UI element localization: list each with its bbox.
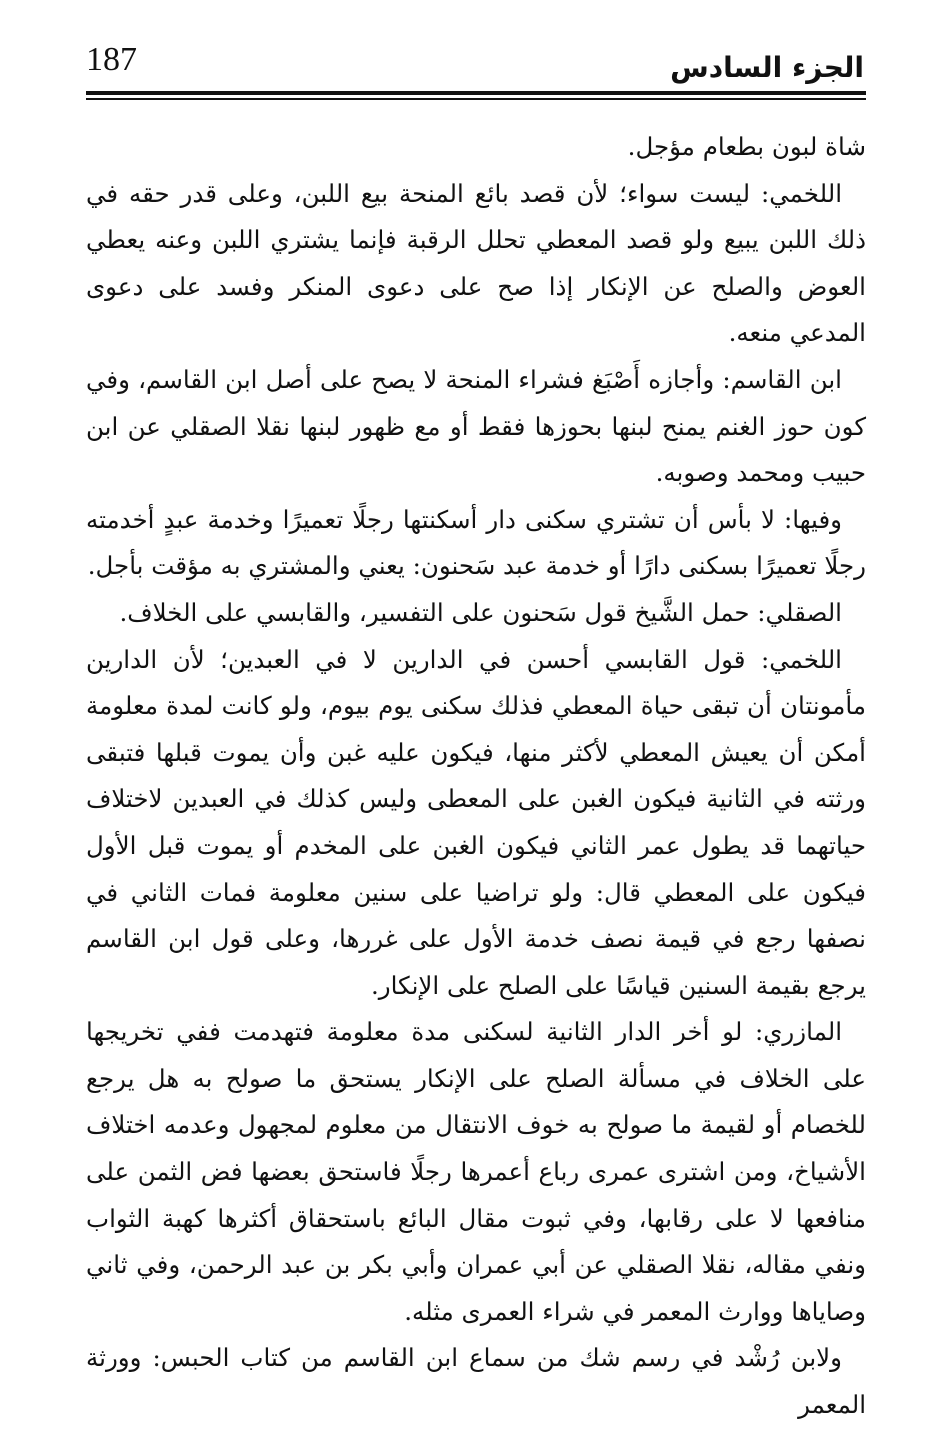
page-number: 187 [86, 41, 137, 78]
body-text [86, 124, 866, 1429]
paragraph: شاة لبون بطعام مؤجل. [627, 132, 866, 161]
header-rule-thick [86, 91, 866, 95]
paragraph: اللخمي: ليست سواء؛ لأن قصد بائع المنحة بيع اللبن، وعلى قدر حقه في ذلك اللبن يبيع ولو قصد المعطي تحلل الرقبة فإنما يشتري اللبن وعنه يعطي العوض والصلح عن الإنكار إذا صح على دعوى المنكر وفسد على دعوى المدعي منعه. [86, 178, 866, 348]
paragraph: ابن القاسم: وأجازه أَصْبَغ فشراء المنحة لا يصح على أصل ابن القاسم، وفي كون حوز الغنم يمنح لبنها بحوزها فقط أو مع ظهور لبنها نقلا الصقلي عن ابن حبيب ومحمد وصوبه. [86, 364, 866, 488]
running-title: الجزء السادس [670, 51, 864, 84]
paragraph: اللخمي: قول القابسي أحسن في الدارين لا في العبدين؛ لأن الدارين مأمونتان أن تبقى حياة المعطي فذلك سكنى يوم بيوم، ولو كانت لمدة معلومة أمكن أن يعيش المعطي لأكثر منها، فيكون عليه غبن وأن يموت قبلها فتبقى ورثته في الثانية فيكون الغبن على المعطى وليس كذلك في العبدين لاختلاف حياتهما قد يطول عمر الثاني فيكون الغبن على المخدم أو يموت قبل الأول فيكون على المعطي قال: ولو تراضيا على سنين معلومة فمات الثاني في نصفها رجع في قيمة نصف خدمة الأول على غررها، وعلى قول ابن القاسم يرجع بقيمة السنين قياسًا على الصلح على الإنكار. [86, 644, 866, 1000]
paragraph: وفيها: لا بأس أن تشتري سكنى دار أسكنتها رجلًا تعميرًا وخدمة عبدٍ أخدمته رجلًا تعميرًا بسكنى دارًا أو خدمة عبد سَحنون: يعني والمشتري به مؤقت بأجل. [86, 504, 866, 581]
header-rule-thin [86, 98, 866, 100]
page-header [86, 38, 864, 90]
paragraph: المازري: لو أخر الدار الثانية لسكنى مدة معلومة فتهدمت ففي تخريجها على الخلاف في مسألة الصلح على الإنكار يستحق ما صولح به هل يرجع للخصام أو لقيمة ما صولح به خوف الانتقال من معلوم لمجهول وعدمه اختلاف الأشياخ، ومن اشترى عمرى رباع أعمرها رجلًا فاستحق بعضها فض الثمن على منافعها لا على رقابها، وفي ثبوت مقال البائع باستحقاق أكثرها كهبة الثواب ونفي مقاله، نقلا الصقلي عن أبي عمران وأبي بكر بن عبد الرحمن، وفي ثاني وصاياها ووارث المعمر في شراء العمرى مثله. [86, 1017, 866, 1326]
paragraph: الصقلي: حمل الشَّيخ قول سَحنون على التفسير، والقابسي على الخلاف. [119, 597, 842, 627]
paragraph: ولابن رُشْد في رسم شك من سماع ابن القاسم من كتاب الحبس: وورثة المعمر [86, 1343, 866, 1420]
